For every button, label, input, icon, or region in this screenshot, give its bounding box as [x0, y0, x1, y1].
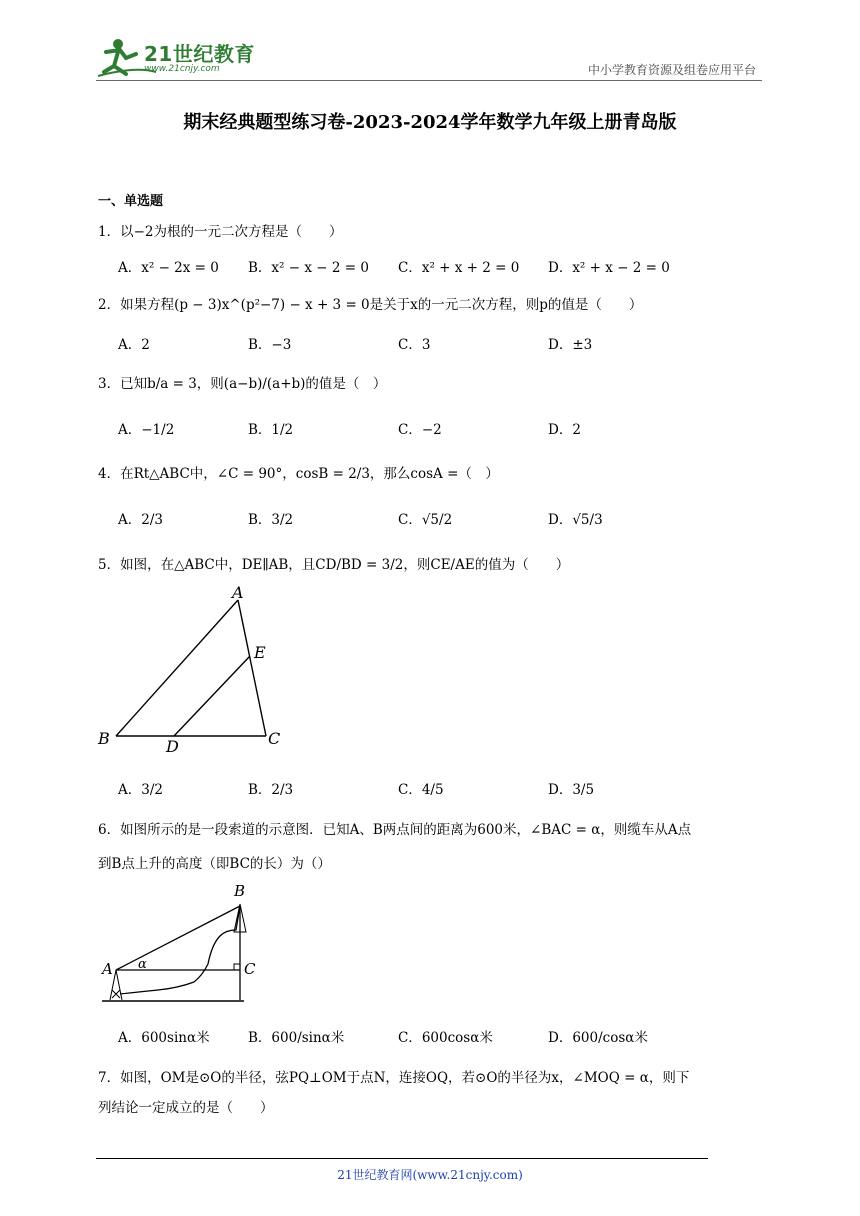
- q2-option-b: B．−3: [248, 337, 292, 353]
- fig6-label-c: C: [244, 960, 256, 978]
- triangle-figure-q5: [96, 584, 296, 756]
- fig6-label-a: A: [102, 960, 113, 978]
- question-1-stem: 1．以−2为根的一元二次方程是（ ）: [98, 224, 343, 240]
- section-heading: 一、单选题: [98, 194, 164, 209]
- question-6-stem: 6．如图所示的是一段索道的示意图．已知A、B两点间的距离为600米，∠BAC = α，则缆车从A点: [98, 822, 692, 838]
- fig5-label-c: C: [268, 729, 281, 748]
- logo-url: www.21cnjy.com: [144, 64, 220, 74]
- question-5-stem: 5．如图，在△ABC中，DE∥AB，且CD/BD = 3/2，则CE/AE的值为（ ）: [98, 557, 570, 573]
- q6-option-d: D．600/cosα米: [548, 1030, 648, 1046]
- footer-link[interactable]: 21世纪教育网(www.21cnjy.com): [337, 1168, 523, 1182]
- q5-option-d: D．3/5: [548, 782, 595, 798]
- q5-option-a: A．3/2: [118, 782, 163, 798]
- q2-option-d: D．±3: [548, 337, 593, 353]
- q3-option-b: B．1/2: [248, 422, 294, 438]
- cableway-figure-q6: [98, 880, 268, 1006]
- fig5-label-b: B: [98, 729, 110, 748]
- q4-option-b: B．3/2: [248, 512, 294, 528]
- q4-option-a: A．2/3: [118, 512, 163, 528]
- q3-option-c: C．−2: [398, 422, 442, 438]
- q3-option-a: A．−1/2: [118, 422, 175, 438]
- header-divider: [96, 80, 762, 81]
- header-platform-text: 中小学教育资源及组卷应用平台: [587, 63, 756, 77]
- question-3-stem: 3．已知b/a = 3，则(a−b)/(a+b)的值是（ ）: [98, 376, 387, 392]
- question-6-stem-line2: 到B点上升的高度（即BC的长）为（）: [98, 856, 331, 872]
- document-title: 期末经典题型练习卷-2023-2024学年数学九年级上册青岛版: [183, 112, 677, 133]
- fig5-label-d: D: [166, 737, 179, 756]
- q6-option-a: A．600sinα米: [118, 1030, 210, 1046]
- q6-option-c: C．600cosα米: [398, 1030, 493, 1046]
- fig6-label-alpha: α: [138, 957, 147, 972]
- footer-divider: [96, 1158, 708, 1159]
- q4-option-c: C．√5/2: [398, 512, 453, 528]
- question-4-stem: 4．在Rt△ABC中，∠C = 90°，cosB = 2/3，那么cosA =（ ）: [98, 466, 499, 482]
- q3-option-d: D．2: [548, 422, 581, 438]
- question-2-stem: 2．如果方程(p − 3)x^(p²−7) − x + 3 = 0是关于x的一元二次方程，则p的值是（ ）: [98, 297, 643, 313]
- q2-option-a: A．2: [118, 337, 150, 353]
- q2-option-c: C．3: [398, 337, 431, 353]
- q6-option-b: B．600/sinα米: [248, 1030, 345, 1046]
- q1-option-c: C．x² + x + 2 = 0: [398, 260, 520, 276]
- logo-text: 21世纪教育: [144, 42, 255, 66]
- q4-option-d: D．√5/3: [548, 512, 603, 528]
- fig6-label-b: B: [234, 882, 246, 900]
- q1-option-b: B．x² − x − 2 = 0: [248, 260, 369, 276]
- fig5-label-a: A: [232, 584, 244, 602]
- q1-option-a: A．x² − 2x = 0: [118, 260, 219, 276]
- fig5-label-e: E: [254, 643, 266, 662]
- question-7-stem: 7．如图，OM是⊙O的半径，弦PQ⊥OM于点N，连接OQ，若⊙O的半径为x，∠MOQ = α，则下: [98, 1070, 690, 1086]
- q1-option-d: D．x² + x − 2 = 0: [548, 260, 670, 276]
- q5-option-b: B．2/3: [248, 782, 294, 798]
- q5-option-c: C．4/5: [398, 782, 444, 798]
- question-7-stem-line2: 列结论一定成立的是（ ）: [98, 1100, 274, 1116]
